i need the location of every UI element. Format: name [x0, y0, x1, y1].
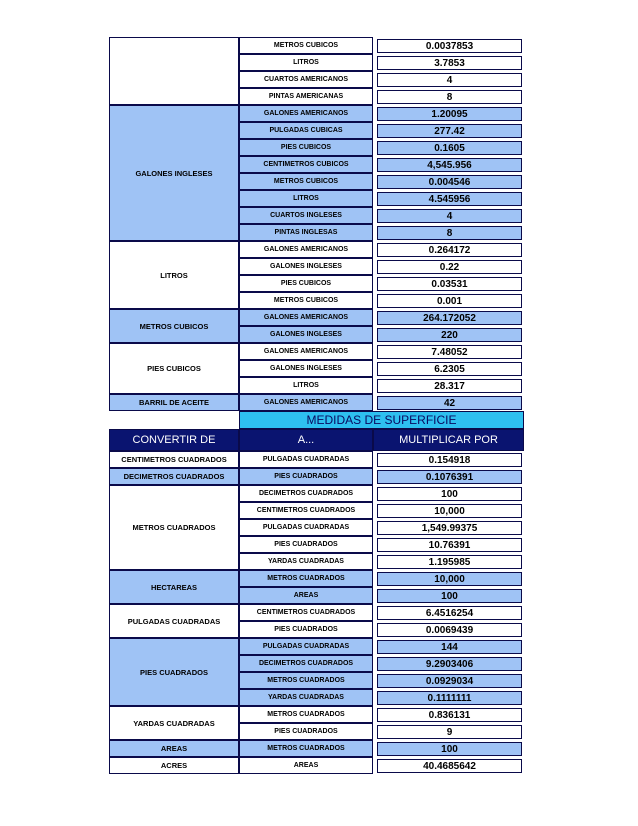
header-convert-from: CONVERTIR DE [109, 429, 239, 451]
factor-value-cell: 0.836131 [377, 708, 522, 722]
target-unit-cell: METROS CUADRADOS [239, 740, 373, 757]
target-unit-cell: GALONES INGLESES [239, 326, 373, 343]
target-unit-cell: PINTAS INGLESAS [239, 224, 373, 241]
target-unit-cell: GALONES AMERICANOS [239, 309, 373, 326]
factor-value-cell: 10,000 [377, 504, 522, 518]
target-unit-cell: GALONES AMERICANOS [239, 241, 373, 258]
source-unit-cell: ACRES [109, 757, 239, 774]
target-unit-cell: PULGADAS CUADRADAS [239, 638, 373, 655]
source-unit-cell: YARDAS CUADRADAS [109, 706, 239, 740]
factor-value-cell: 264.172052 [377, 311, 522, 325]
target-unit-cell: PULGADAS CUADRADAS [239, 451, 373, 468]
target-unit-cell: METROS CUBICOS [239, 37, 373, 54]
factor-value-cell: 277.42 [377, 124, 522, 138]
target-unit-cell: YARDAS CUADRADAS [239, 689, 373, 706]
target-unit-cell: DECIMETROS CUADRADOS [239, 485, 373, 502]
source-unit-cell [109, 37, 239, 105]
factor-value-cell: 8 [377, 226, 522, 240]
target-unit-cell: GALONES AMERICANOS [239, 343, 373, 360]
source-unit-cell: PULGADAS CUADRADAS [109, 604, 239, 638]
target-unit-cell: GALONES INGLESES [239, 258, 373, 275]
target-unit-cell: PIES CUADRADOS [239, 621, 373, 638]
target-unit-cell: PINTAS AMERICANAS [239, 88, 373, 105]
source-unit-cell: DECIMETROS CUADRADOS [109, 468, 239, 485]
factor-value-cell: 0.0929034 [377, 674, 522, 688]
target-unit-cell: YARDAS CUADRADAS [239, 553, 373, 570]
target-unit-cell: AREAS [239, 587, 373, 604]
factor-value-cell: 1.195985 [377, 555, 522, 569]
factor-value-cell: 40.4685642 [377, 759, 522, 773]
factor-value-cell: 28.317 [377, 379, 522, 393]
target-unit-cell: GALONES AMERICANOS [239, 105, 373, 122]
factor-value-cell: 0.22 [377, 260, 522, 274]
factor-value-cell: 4,545.956 [377, 158, 522, 172]
target-unit-cell: PIES CUBICOS [239, 275, 373, 292]
factor-value-cell: 0.0037853 [377, 39, 522, 53]
target-unit-cell: METROS CUBICOS [239, 292, 373, 309]
target-unit-cell: PULGADAS CUADRADAS [239, 519, 373, 536]
target-unit-cell: CENTIMETROS CUADRADOS [239, 604, 373, 621]
target-unit-cell: METROS CUADRADOS [239, 672, 373, 689]
factor-value-cell: 0.004546 [377, 175, 522, 189]
section-title: MEDIDAS DE SUPERFICIE [239, 411, 524, 429]
source-unit-cell: CENTIMETROS CUADRADOS [109, 451, 239, 468]
target-unit-cell: CENTIMETROS CUBICOS [239, 156, 373, 173]
factor-value-cell: 0.1076391 [377, 470, 522, 484]
target-unit-cell: CUARTOS AMERICANOS [239, 71, 373, 88]
source-unit-cell: HECTAREAS [109, 570, 239, 604]
target-unit-cell: LITROS [239, 377, 373, 394]
factor-value-cell: 100 [377, 589, 522, 603]
target-unit-cell: PULGADAS CUBICAS [239, 122, 373, 139]
target-unit-cell: CUARTOS INGLESES [239, 207, 373, 224]
target-unit-cell: LITROS [239, 54, 373, 71]
source-unit-cell: METROS CUBICOS [109, 309, 239, 343]
factor-value-cell: 1,549.99375 [377, 521, 522, 535]
target-unit-cell: DECIMETROS CUADRADOS [239, 655, 373, 672]
header-convert-to: A... [239, 429, 373, 451]
factor-value-cell: 6.2305 [377, 362, 522, 376]
factor-value-cell: 0.264172 [377, 243, 522, 257]
factor-value-cell: 4 [377, 209, 522, 223]
factor-value-cell: 6.4516254 [377, 606, 522, 620]
factor-value-cell: 42 [377, 396, 522, 410]
factor-value-cell: 220 [377, 328, 522, 342]
target-unit-cell: PIES CUADRADOS [239, 536, 373, 553]
source-unit-cell: PIES CUADRADOS [109, 638, 239, 706]
factor-value-cell: 7.48052 [377, 345, 522, 359]
source-unit-cell: LITROS [109, 241, 239, 309]
factor-value-cell: 4.545956 [377, 192, 522, 206]
factor-value-cell: 0.0069439 [377, 623, 522, 637]
factor-value-cell: 3.7853 [377, 56, 522, 70]
source-unit-cell: BARRIL DE ACEITE [109, 394, 239, 411]
factor-value-cell: 9.2903406 [377, 657, 522, 671]
source-unit-cell: PIES CUBICOS [109, 343, 239, 394]
factor-value-cell: 100 [377, 487, 522, 501]
source-unit-cell: AREAS [109, 740, 239, 757]
factor-value-cell: 0.03531 [377, 277, 522, 291]
target-unit-cell: CENTIMETROS CUADRADOS [239, 502, 373, 519]
header-multiply-by: MULTIPLICAR POR [373, 429, 524, 451]
factor-value-cell: 100 [377, 742, 522, 756]
target-unit-cell: METROS CUADRADOS [239, 570, 373, 587]
target-unit-cell: PIES CUADRADOS [239, 468, 373, 485]
factor-value-cell: 0.154918 [377, 453, 522, 467]
factor-value-cell: 1.20095 [377, 107, 522, 121]
target-unit-cell: GALONES AMERICANOS [239, 394, 373, 411]
factor-value-cell: 8 [377, 90, 522, 104]
factor-value-cell: 144 [377, 640, 522, 654]
target-unit-cell: METROS CUADRADOS [239, 706, 373, 723]
target-unit-cell: AREAS [239, 757, 373, 774]
target-unit-cell: GALONES INGLESES [239, 360, 373, 377]
factor-value-cell: 10.76391 [377, 538, 522, 552]
target-unit-cell: PIES CUADRADOS [239, 723, 373, 740]
factor-value-cell: 4 [377, 73, 522, 87]
factor-value-cell: 0.1605 [377, 141, 522, 155]
factor-value-cell: 10,000 [377, 572, 522, 586]
target-unit-cell: METROS CUBICOS [239, 173, 373, 190]
source-unit-cell: METROS CUADRADOS [109, 485, 239, 570]
factor-value-cell: 0.1111111 [377, 691, 522, 705]
factor-value-cell: 9 [377, 725, 522, 739]
target-unit-cell: LITROS [239, 190, 373, 207]
factor-value-cell: 0.001 [377, 294, 522, 308]
target-unit-cell: PIES CUBICOS [239, 139, 373, 156]
source-unit-cell: GALONES INGLESES [109, 105, 239, 241]
